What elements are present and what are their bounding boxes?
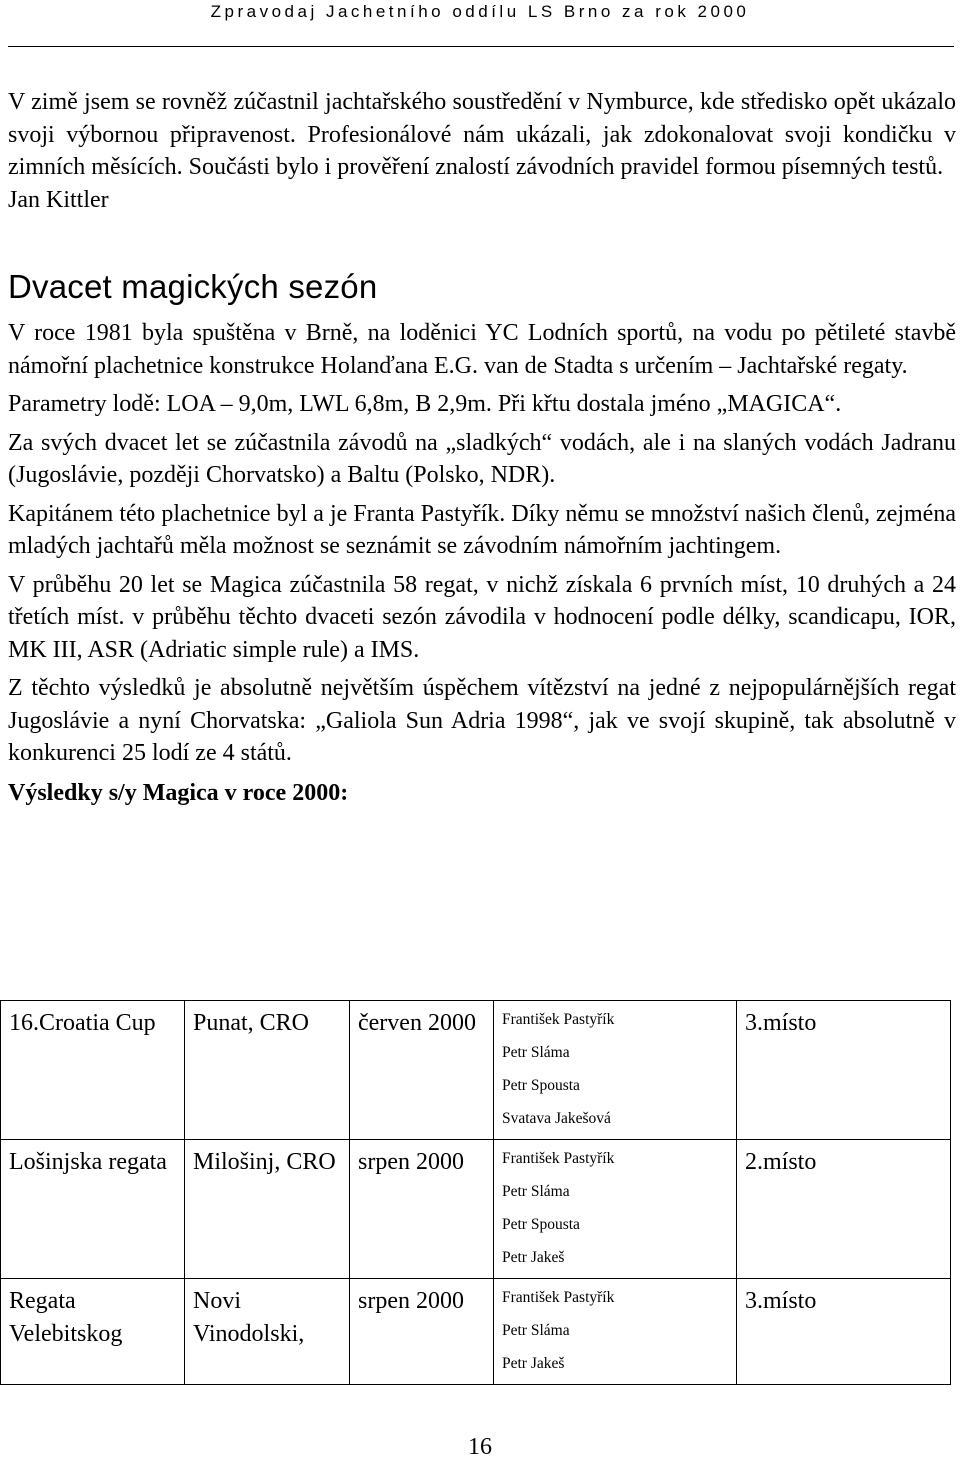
crew-member: Petr Spousta [502,1077,580,1094]
crew-member: Petr Sláma [502,1183,570,1200]
race-result: 3.místo [737,1001,951,1140]
race-name: Regata Velebitskog [1,1279,185,1385]
article-paragraph-2: Parametry lodě: LOA – 9,0m, LWL 6,8m, B 2,9m. Při křtu dostala jméno „MAGICA“. [8,391,842,417]
crew-member: František Pastyřík [502,1011,615,1028]
race-place: Milošinj, CRO [185,1140,350,1279]
article-paragraph-1: V roce 1981 byla spuštěna v Brně, na loděnici YC Lodních sportů, na vodu po pětileté stavbě námořní plachetnice konstrukce Holanďana E.G. van de Stadta s určením – Jachtařské regaty. [8,320,956,379]
crew-list [494,1001,737,1140]
crew-member: František Pastyřík [502,1289,615,1306]
race-name: 16.Croatia Cup [1,1001,185,1140]
page-number: 16 [468,1434,492,1460]
crew-member: Svatava Jakešová [502,1110,611,1127]
results-table [0,1000,951,1385]
results-heading: Výsledky s/y Magica v roce 2000: [8,779,349,806]
crew-member: Petr Jakeš [502,1355,565,1372]
race-result: 3.místo [737,1279,951,1385]
article-paragraph-5: V průběhu 20 let se Magica zúčastnila 58 regat, v nichž získala 6 prvních míst, 10 druhých a 24 třetích míst. v průběhu těchto dvaceti sezón závodila v hodnocení podle délky, scandicapu, IOR, MK III, ASR (Adriatic simple rule) a IMS. [8,571,956,663]
intro-paragraph: V zimě jsem se rovněž zúčastnil jachtařského soustředění v Nymburce, kde středisko opět ukázalo svoji výbornou připravenost. Profesionálové nám ukázali, jak zdokonalovat svoji kondičku v zimních měsících. Součásti bylo i prověření znalostí závodních pravidel formou písemných testů. [8,89,956,180]
race-place: Punat, CRO [185,1001,350,1140]
table-row [1,1279,951,1385]
header-rule [8,46,954,47]
article-paragraph-6: Z těchto výsledků je absolutně největším úspěchem vítězství na jedné z nejpopulárnějších regat Jugoslávie a nyní Chorvatska: „Galiola Sun Adria 1998“, jak ve svojí skupině, tak absolutně v konkurenci 25 lodí ze 4 států. [8,675,956,766]
crew-member: Petr Spousta [502,1216,580,1233]
table-row [1,1001,951,1140]
article-paragraph-3: Za svých dvacet let se zúčastnila závodů na „sladkých“ vodách, ale i na slaných vodách Jadranu (Jugoslávie, později Chorvatsko) a Baltu (Polsko, NDR). [8,429,956,488]
race-result: 2.místo [737,1140,951,1279]
race-date: červen 2000 [350,1001,494,1140]
race-name: Lošinjska regata [1,1140,185,1279]
race-date: srpen 2000 [350,1140,494,1279]
intro-author: Jan Kittler [8,186,109,213]
article-title: Dvacet magických sezón [8,268,378,305]
article-paragraph-4: Kapitánem této plachetnice byl a je Franta Pastyřík. Díky němu se množství našich členů, zejména mladých jachtařů měla možnost se seznámit se závodním námořním jachtingem. [8,500,956,559]
crew-member: František Pastyřík [502,1150,615,1167]
race-date: srpen 2000 [350,1279,494,1385]
table-row [1,1140,951,1279]
crew-member: Petr Sláma [502,1044,570,1061]
running-header: Zpravodaj Jachetního oddílu LS Brno za rok 2000 [210,2,750,21]
crew-list [494,1140,737,1279]
crew-list [494,1279,737,1385]
race-place: Novi Vinodolski, [185,1279,350,1385]
page-content [8,86,956,813]
crew-member: Petr Sláma [502,1322,570,1339]
crew-member: Petr Jakeš [502,1249,565,1266]
